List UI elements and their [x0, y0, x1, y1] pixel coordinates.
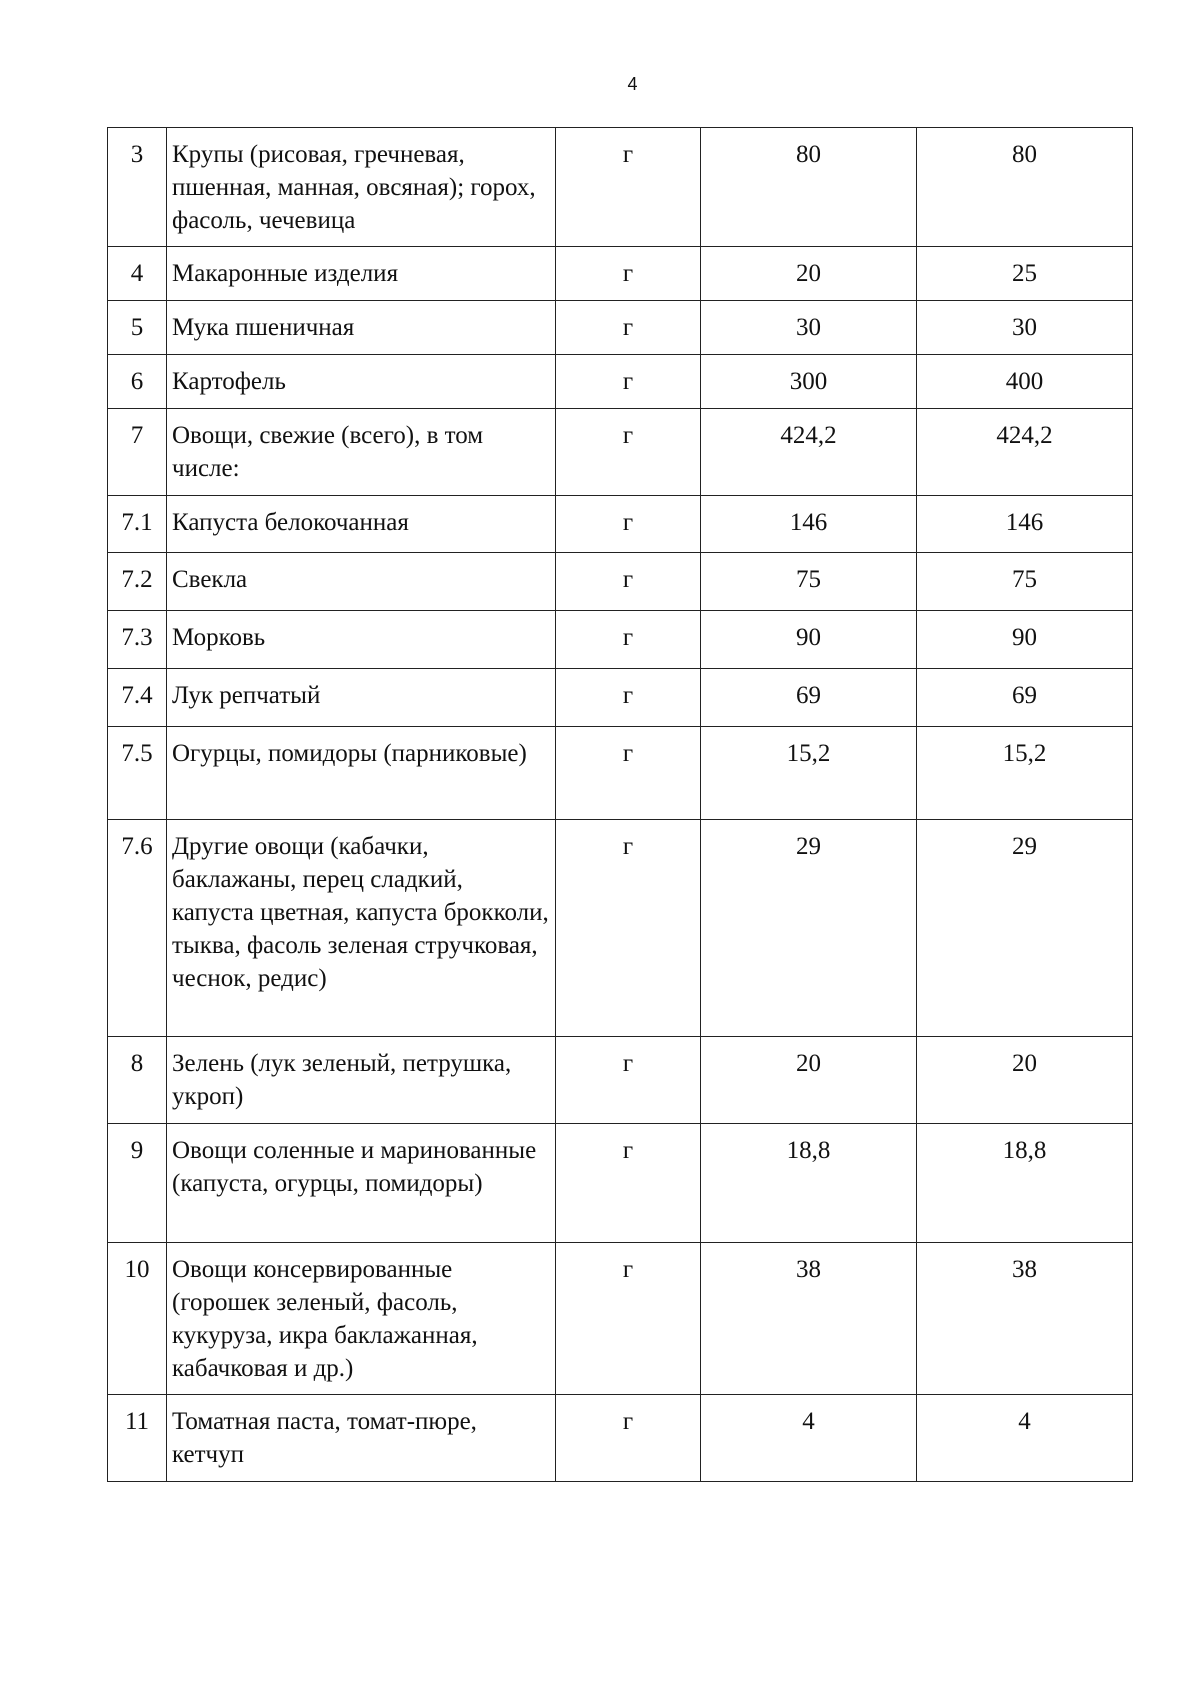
unit: г — [556, 1395, 701, 1482]
row-number: 7.3 — [108, 611, 167, 669]
unit: г — [556, 669, 701, 727]
norm-value-1: 29 — [701, 820, 917, 1037]
table-row — [108, 409, 1133, 496]
row-number: 5 — [108, 301, 167, 355]
product-name: Зелень (лук зеленый, петрушка, укроп) — [167, 1037, 556, 1124]
table-row — [108, 669, 1133, 727]
norm-value-1: 146 — [701, 496, 917, 553]
unit: г — [556, 1124, 701, 1243]
food-norms-table — [107, 127, 1133, 1482]
norm-value-2: 20 — [917, 1037, 1133, 1124]
norm-value-2: 29 — [917, 820, 1133, 1037]
product-name: Морковь — [167, 611, 556, 669]
row-number: 7.4 — [108, 669, 167, 727]
table-row — [108, 1243, 1133, 1395]
product-name: Томатная паста, томат-пюре, кетчуп — [167, 1395, 556, 1482]
unit: г — [556, 301, 701, 355]
table-row — [108, 1124, 1133, 1243]
norm-value-1: 69 — [701, 669, 917, 727]
product-name: Макаронные изделия — [167, 247, 556, 301]
unit: г — [556, 553, 701, 611]
product-name: Картофель — [167, 355, 556, 409]
product-name: Капуста белокочанная — [167, 496, 556, 553]
product-name: Лук репчатый — [167, 669, 556, 727]
norm-value-1: 38 — [701, 1243, 917, 1395]
product-name: Крупы (рисовая, гречневая, пшенная, манная, овсяная); горох, фасоль, чечевица — [167, 128, 556, 247]
norm-value-2: 424,2 — [917, 409, 1133, 496]
product-name: Свекла — [167, 553, 556, 611]
row-number: 7 — [108, 409, 167, 496]
norm-value-2: 69 — [917, 669, 1133, 727]
table-row — [108, 820, 1133, 1037]
row-number: 10 — [108, 1243, 167, 1395]
unit: г — [556, 1243, 701, 1395]
norm-value-1: 424,2 — [701, 409, 917, 496]
norm-value-2: 15,2 — [917, 727, 1133, 820]
row-number: 11 — [108, 1395, 167, 1482]
norm-value-1: 80 — [701, 128, 917, 247]
norm-value-1: 15,2 — [701, 727, 917, 820]
table-row — [108, 553, 1133, 611]
table-body — [108, 128, 1133, 1482]
page-number: 4 — [627, 74, 638, 94]
table-row — [108, 1395, 1133, 1482]
table-row — [108, 727, 1133, 820]
unit: г — [556, 611, 701, 669]
unit: г — [556, 820, 701, 1037]
norm-value-2: 38 — [917, 1243, 1133, 1395]
table-row — [108, 496, 1133, 553]
product-name: Овощи консервированные (горошек зеленый, фасоль, кукуруза, икра баклажанная, кабачковая и др.) — [167, 1243, 556, 1395]
unit: г — [556, 496, 701, 553]
norm-value-2: 146 — [917, 496, 1133, 553]
norm-value-1: 90 — [701, 611, 917, 669]
table-row — [108, 247, 1133, 301]
norm-value-1: 30 — [701, 301, 917, 355]
product-name: Другие овощи (кабачки, баклажаны, перец сладкий, капуста цветная, капуста брокколи, тыква, фасоль зеленая стручковая, чеснок, редис) — [167, 820, 556, 1037]
norm-value-2: 25 — [917, 247, 1133, 301]
norm-value-1: 18,8 — [701, 1124, 917, 1243]
norm-value-1: 20 — [701, 247, 917, 301]
row-number: 6 — [108, 355, 167, 409]
norm-value-1: 4 — [701, 1395, 917, 1482]
norm-value-1: 300 — [701, 355, 917, 409]
product-name: Овощи соленные и маринованные (капуста, огурцы, помидоры) — [167, 1124, 556, 1243]
norm-value-1: 20 — [701, 1037, 917, 1124]
unit: г — [556, 1037, 701, 1124]
table-row — [108, 355, 1133, 409]
row-number: 3 — [108, 128, 167, 247]
unit: г — [556, 355, 701, 409]
norm-value-2: 80 — [917, 128, 1133, 247]
row-number: 7.5 — [108, 727, 167, 820]
row-number: 9 — [108, 1124, 167, 1243]
table-row — [108, 1037, 1133, 1124]
norm-value-2: 90 — [917, 611, 1133, 669]
norm-value-2: 30 — [917, 301, 1133, 355]
unit: г — [556, 247, 701, 301]
product-name: Овощи, свежие (всего), в том числе: — [167, 409, 556, 496]
row-number: 4 — [108, 247, 167, 301]
product-name: Мука пшеничная — [167, 301, 556, 355]
norm-value-2: 4 — [917, 1395, 1133, 1482]
unit: г — [556, 409, 701, 496]
norm-value-1: 75 — [701, 553, 917, 611]
table-row — [108, 128, 1133, 247]
norm-value-2: 75 — [917, 553, 1133, 611]
table-row — [108, 301, 1133, 355]
norm-value-2: 400 — [917, 355, 1133, 409]
row-number: 8 — [108, 1037, 167, 1124]
norm-value-2: 18,8 — [917, 1124, 1133, 1243]
row-number: 7.2 — [108, 553, 167, 611]
table-row — [108, 611, 1133, 669]
product-name: Огурцы, помидоры (парниковые) — [167, 727, 556, 820]
row-number: 7.6 — [108, 820, 167, 1037]
unit: г — [556, 128, 701, 247]
row-number: 7.1 — [108, 496, 167, 553]
unit: г — [556, 727, 701, 820]
